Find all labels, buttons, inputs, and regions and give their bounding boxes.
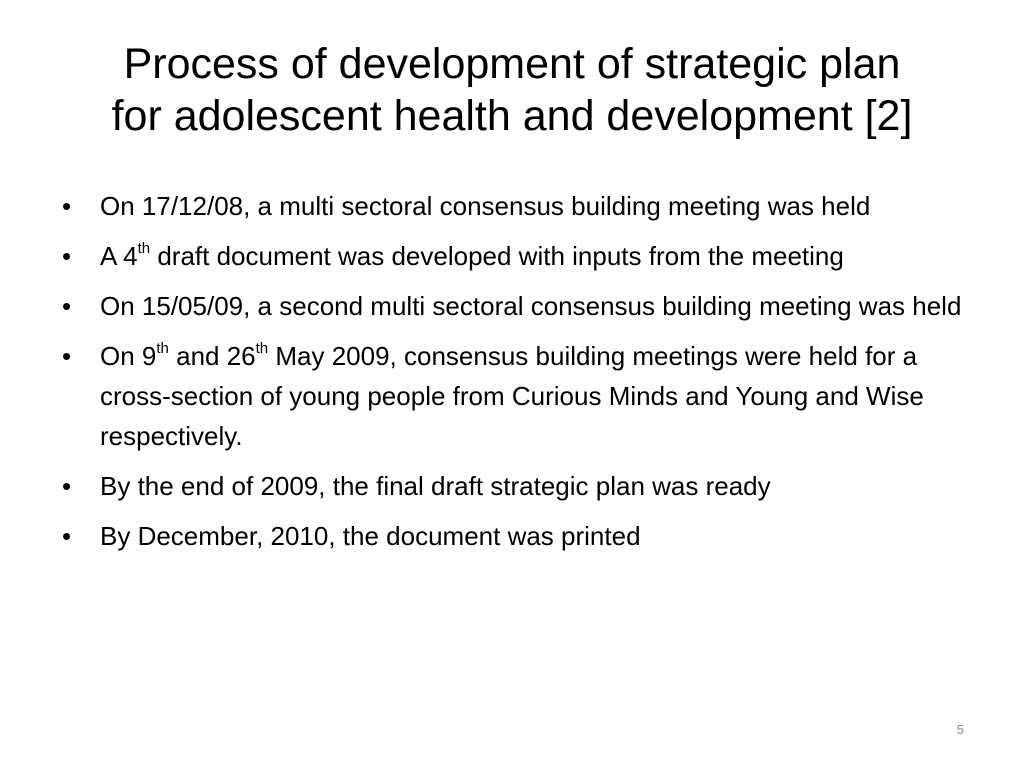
- superscript-ordinal: th: [156, 340, 169, 358]
- bullet-icon: •: [62, 521, 72, 551]
- bullet-text: By December, 2010, the document was printed: [100, 521, 641, 551]
- bullet-icon: •: [62, 341, 72, 371]
- bullet-text: By the end of 2009, the final draft strategic plan was ready: [100, 471, 771, 501]
- bullet-item-1: [62, 186, 972, 226]
- bullet-text: On 15/05/09, a second multi sectoral consensus building meeting was held: [100, 291, 962, 321]
- bullet-text: On 17/12/08, a multi sectoral consensus building meeting was held: [100, 191, 871, 221]
- bullet-item-4: [62, 336, 972, 456]
- bullet-text: May 2009, consensus building meetings were held for a cross-section of young people from Curious Minds and Young and Wise respectively.: [100, 341, 924, 451]
- bullet-text: A 4: [100, 241, 138, 271]
- bullet-icon: •: [62, 471, 72, 501]
- bullet-item-5: [62, 466, 972, 506]
- bullet-icon: •: [62, 291, 72, 321]
- superscript-ordinal: th: [255, 340, 269, 358]
- bullet-icon: •: [62, 191, 72, 221]
- slide-title-line-2: for adolescent health and development [2]: [111, 92, 913, 140]
- slide-title-line-1: Process of development of strategic plan: [123, 40, 901, 88]
- bullet-text: draft document was developed with inputs from the meeting: [150, 241, 844, 271]
- bullet-item-2: [62, 236, 972, 276]
- superscript-ordinal: th: [137, 240, 151, 258]
- slide-title: [40, 38, 984, 142]
- bullet-icon: •: [62, 241, 72, 271]
- bullet-text: On 9: [100, 341, 157, 371]
- bullet-item-3: [62, 286, 972, 326]
- page-number: 5: [956, 722, 964, 737]
- bullet-text: and 26: [168, 341, 256, 371]
- bullet-list: [62, 186, 972, 566]
- bullet-item-6: [62, 516, 972, 556]
